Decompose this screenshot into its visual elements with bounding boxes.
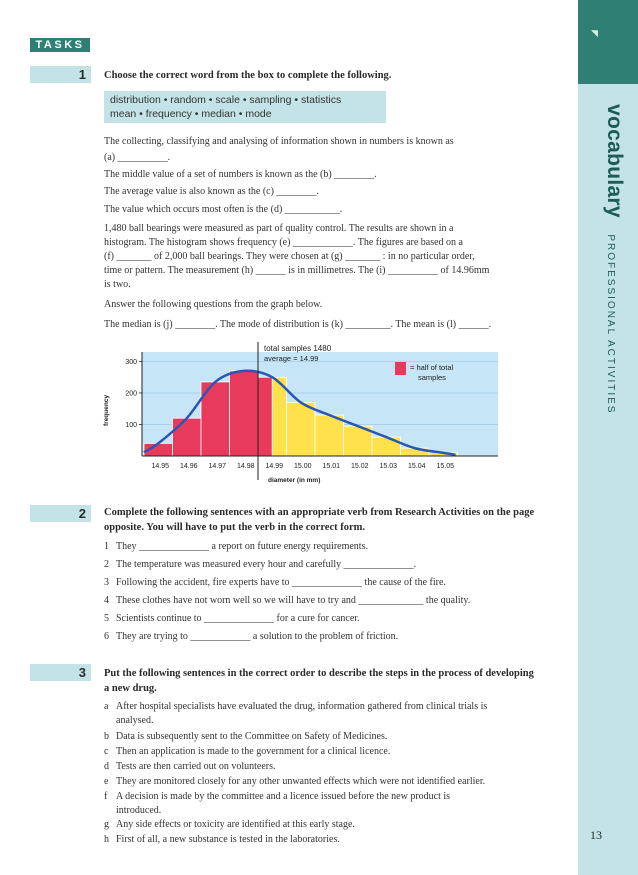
legend-text-2: samples	[418, 373, 446, 382]
task-2-item: 5 Scientists continue to ______________ for a cure for cancer.	[104, 613, 360, 624]
section-title-vocabulary: vocabulary	[603, 104, 626, 218]
annotation-average: average = 14.99	[264, 354, 319, 363]
task-3-instruction-line-2: a new drug.	[104, 683, 157, 694]
task-1-instruction: Choose the correct word from the box to complete the following.	[104, 70, 392, 81]
task-3-item: a After hospital specialists have evaluated the drug, information gathered from clinical trials is	[104, 701, 488, 712]
task-1-line: 1,480 ball bearings were measured as part of quality control. The results are shown in a	[104, 223, 454, 234]
y-tick-labels	[125, 359, 142, 429]
x-tick-label: 15.04	[407, 463, 426, 470]
histogram-bar	[173, 418, 202, 456]
task-3-item: d Tests are then carried out on volunteers.	[104, 761, 276, 772]
x-axis-label: diameter (in mm)	[268, 477, 321, 484]
page-number: 13	[590, 828, 602, 842]
word-box-line-2: mean • frequency • median • mode	[110, 108, 272, 120]
task-2-item: 3 Following the accident, fire experts have to ______________ the cause of the fire.	[104, 577, 446, 588]
x-tick-label: 14.97	[208, 463, 227, 470]
task-3-item: analysed.	[116, 715, 154, 726]
word-box	[104, 91, 386, 123]
task-2-item: 6 They are trying to ____________ a solution to the problem of friction.	[104, 631, 399, 642]
x-tick-label: 15.05	[436, 463, 455, 470]
section-subtitle: PROFESSIONAL ACTIVITIES	[605, 234, 616, 415]
task-3-item: g Any side effects or toxicity are identified at this early stage.	[104, 819, 355, 830]
task-2-item: 1 They ______________ a report on future energy requirements.	[104, 541, 368, 552]
task-3-number-bar	[30, 664, 91, 681]
task-1-line: (f) _______ of 2,000 ball bearings. They were chosen at (g) _______ : in no particular order,	[104, 251, 475, 262]
histogram-bar	[315, 415, 344, 456]
task-3-instruction-line-1: Put the following sentences in the correct order to describe the steps in the process of developing	[104, 668, 534, 679]
x-tick-label: 15.03	[379, 463, 398, 470]
task-3-item: c Then an application is made to the government for a clinical licence.	[104, 746, 391, 757]
task-2-instruction-line-2: opposite. You will have to put the verb in the correct form.	[104, 522, 366, 533]
section-title	[586, 104, 626, 415]
histogram-bar	[287, 402, 316, 456]
task-3-item: h First of all, a new substance is tested in the laboratories.	[104, 834, 340, 845]
task-1-line: The median is (j) ________. The mode of distribution is (k) _________. The mean is (l) ______.	[104, 319, 492, 330]
x-tick-label: 14.96	[179, 463, 198, 470]
task-2-number: 2	[78, 506, 86, 521]
x-tick-label: 15.00	[293, 463, 312, 470]
y-axis-label: frequency	[103, 394, 110, 426]
task-3-number: 3	[78, 665, 86, 680]
task-1-line: The middle value of a set of numbers is known as the (b) ________.	[104, 169, 377, 180]
task-2-item: 4 These clothes have not worn well so we will have to try and _____________ the quality.	[104, 595, 471, 606]
task-1-line: Answer the following questions from the graph below.	[104, 299, 323, 310]
task-3-item: f A decision is made by the committee and a licence issued before the new product is	[104, 791, 451, 802]
corner-mark-icon: ◥	[591, 28, 598, 38]
task-2-number-bar	[30, 505, 91, 522]
x-tick-label: 14.99	[265, 463, 284, 470]
task-3-item: introduced.	[116, 805, 162, 816]
x-tick-label: 14.95	[151, 463, 170, 470]
word-box-line-1: distribution • random • scale • sampling • statistics	[110, 94, 342, 106]
task-1-line: The average value is also known as the (c) ________.	[104, 186, 319, 197]
tasks-label: TASKS	[30, 38, 90, 52]
histogram-bar	[230, 371, 259, 456]
legend-swatch	[395, 362, 406, 375]
side-strip	[578, 0, 638, 875]
task-2-item: 2 The temperature was measured every hour and carefully ______________.	[104, 559, 417, 570]
task-1-line: histogram. The histogram shows frequency (e) ____________. The figures are based on a	[104, 237, 463, 248]
task-1-line: The value which occurs most often is the (d) ___________.	[104, 204, 343, 215]
task-1-number: 1	[78, 67, 86, 82]
task-3-item: e They are monitored closely for any other unwanted effects which were not identified earlier.	[104, 776, 486, 787]
task-1-line: time or pattern. The measurement (h) ______ is in millimetres. The (i) __________ of 14.96mm	[104, 265, 490, 276]
side-strip-header	[578, 0, 638, 84]
x-tick-label: 15.01	[322, 463, 341, 470]
task-1-number-bar	[30, 66, 91, 83]
x-tick-label: 14.98	[236, 463, 255, 470]
task-1-line: is two.	[104, 279, 131, 290]
task-1-line: The collecting, classifying and analysing of information shown in numbers is known as	[104, 136, 454, 147]
histogram-bar-highlight-half	[258, 377, 272, 456]
y-tick-label: 300	[125, 358, 137, 366]
task-1-line: (a) __________.	[104, 152, 171, 163]
y-tick-label: 100	[125, 421, 137, 429]
y-tick-label: 200	[125, 390, 137, 398]
x-tick-labels	[151, 463, 454, 470]
annotation-total-samples: total samples 1480	[264, 344, 332, 353]
x-tick-label: 15.02	[350, 463, 369, 470]
legend-text-1: = half of total	[410, 363, 454, 372]
task-3-item: b Data is subsequently sent to the Committee on Safety of Medicines.	[104, 731, 388, 742]
task-2-instruction-line-1: Complete the following sentences with an appropriate verb from Research Activities on the page	[104, 507, 535, 518]
histogram-chart	[100, 340, 500, 490]
